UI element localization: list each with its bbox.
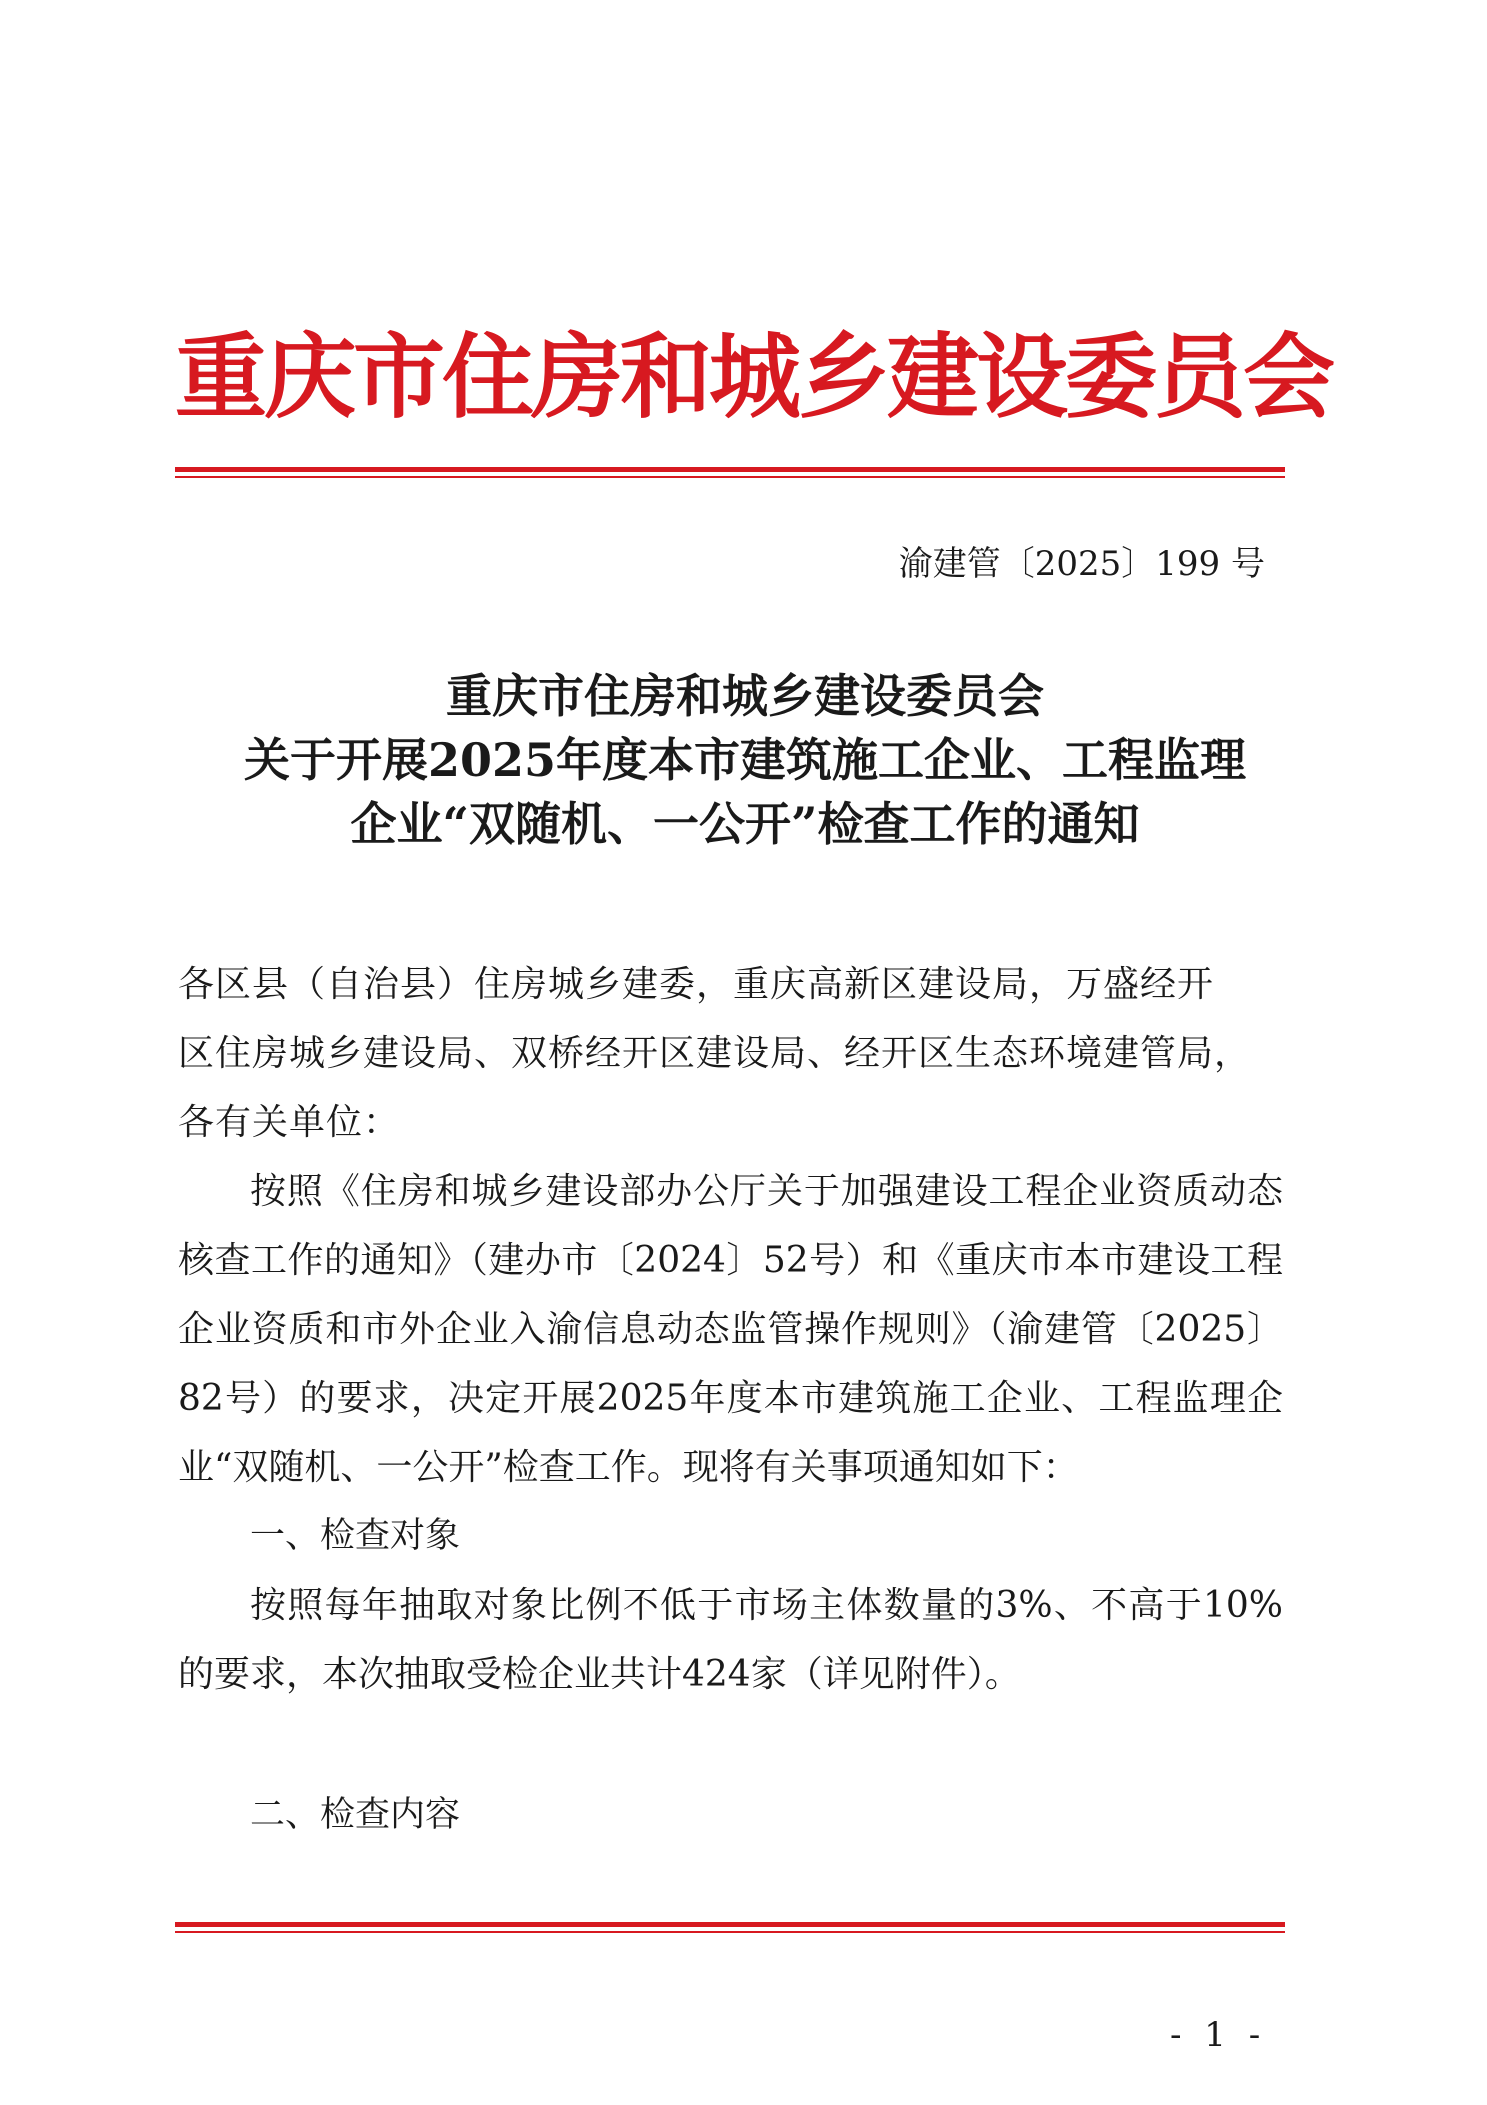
section-heading: 一、检查对象 [250,1516,461,1556]
title-line: 关于开展2025年度本市建筑施工企业、工程监理 [243,733,1247,787]
footer-divider [175,1922,1285,1933]
masthead-divider [175,467,1285,478]
divider-thin-line [175,476,1285,478]
masthead-title: 重庆市住房和城乡建设委员会 [175,323,1333,431]
addressee-line: 各区县（自治县）住房城乡建委，重庆高新区建设局，万盛经开 [178,964,1215,1005]
divider-thick-line [175,1922,1285,1927]
page-number: - 1 - [1170,2015,1267,2055]
section-heading: 二、检查内容 [250,1795,461,1835]
title-line: 重庆市住房和城乡建设委员会 [446,669,1044,723]
addressee-line: 区住房城乡建设局、双桥经开区建设局、经开区生态环境建管局， [178,1033,1252,1074]
title-line: 企业“双随机、一公开”检查工作的通知 [350,797,1140,851]
divider-thick-line [175,467,1285,472]
addressee-line: 各有关单位： [178,1102,401,1143]
document-body [178,950,1283,1850]
divider-thin-line [175,1931,1285,1933]
body-paragraph: 按照每年抽取对象比例不低于市场主体数量的3%、不高于10%的要求，本次抽取受检企业共计424家（详见附件）。 [178,1585,1283,1695]
body-paragraph: 按照《住房和城乡建设部办公厅关于加强建设工程企业资质动态核查工作的通知》（建办市〔2024〕52号）和《重庆市本市建设工程企业资质和市外企业入渝信息动态监管操作规则》（渝建管〔2025〕82号）的要求，决定开展2025年度本市建筑施工企业、工程监理企业“双随机、一公开”检查工作。现将有关事项通知如下： [178,1171,1283,1488]
document-title [150,664,1340,856]
document-number: 渝建管〔2025〕199 号 [898,544,1265,584]
